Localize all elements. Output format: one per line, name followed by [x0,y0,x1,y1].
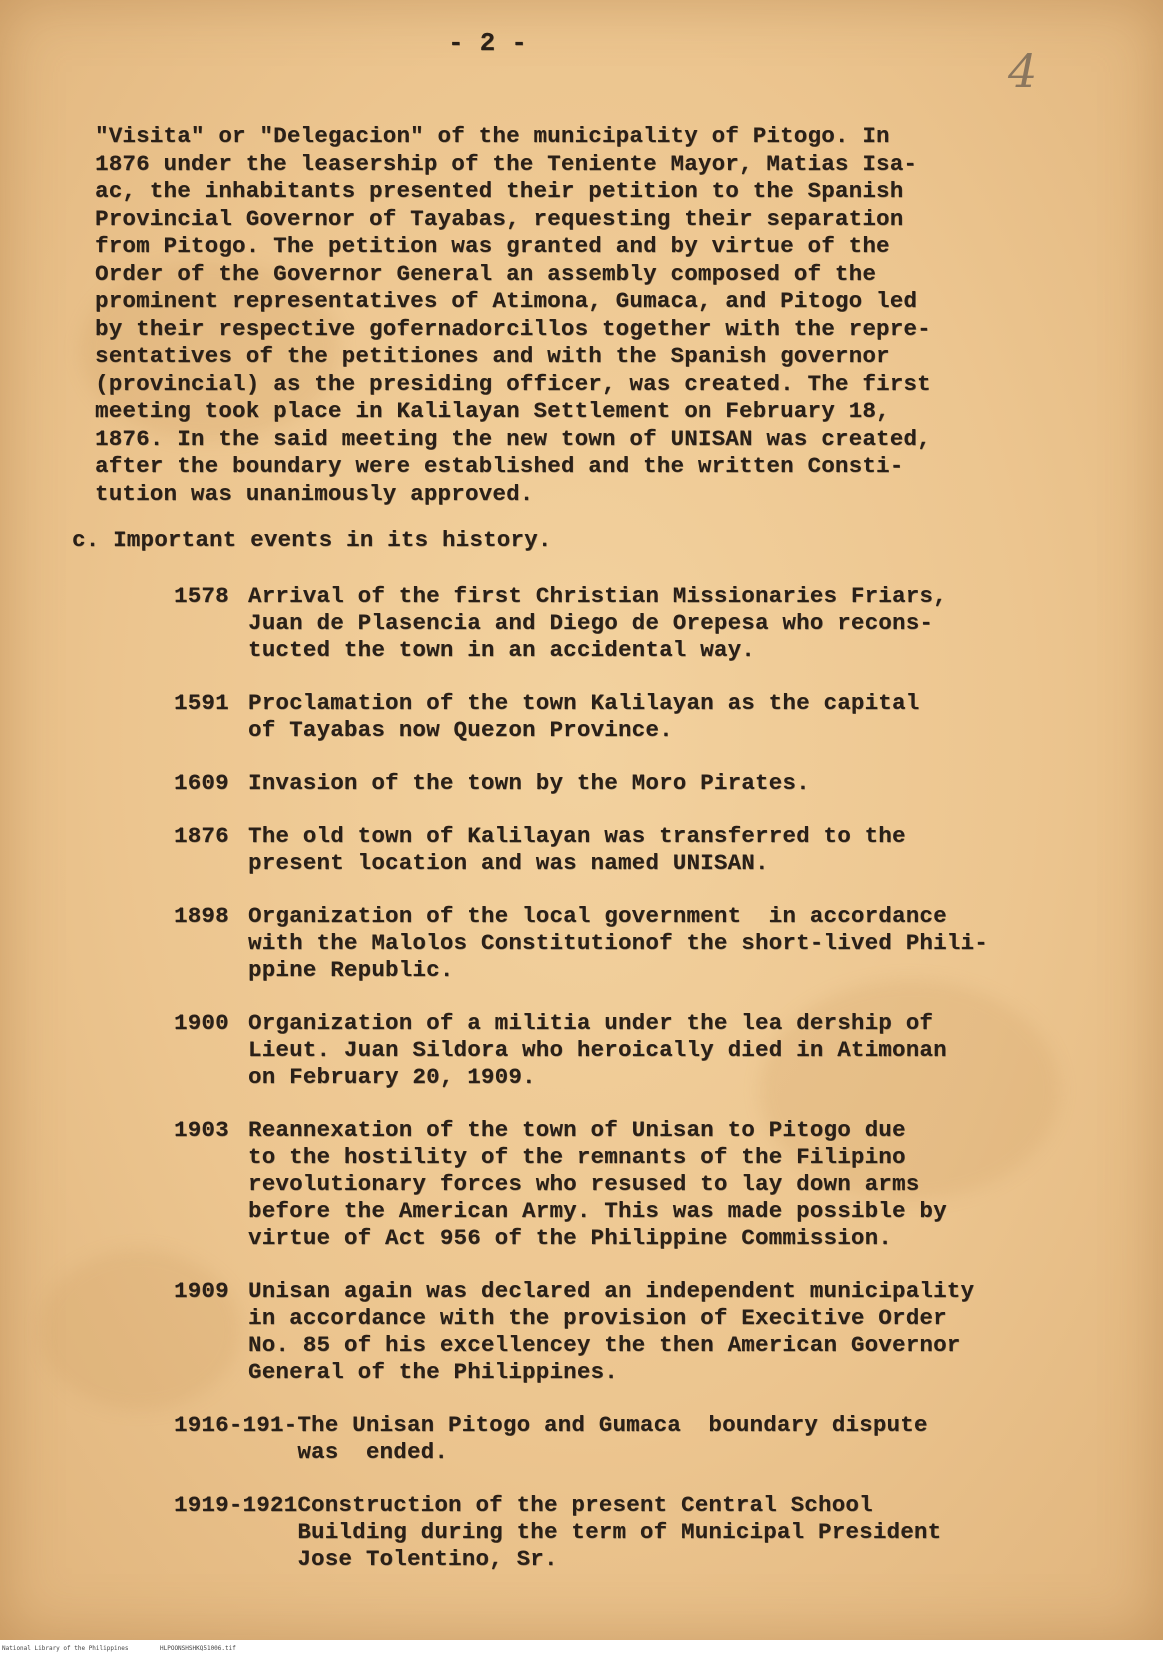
events-list [174,583,988,1599]
handwritten-page-mark: 4 [1008,44,1038,98]
intro-line: sentatives of the petitiones and with the Spanish governor [95,343,890,369]
intro-line: Order of the Governor General an assembly composed of the [95,260,877,287]
footer-source-label: National Library of the Philippines [2,1645,129,1652]
event-description [248,823,906,877]
event-line: revolutionary forces who resused to lay down arms [248,1171,920,1197]
intro-line: Provincial Governor of Tayabas, requesting their separation [95,205,904,232]
intro-paragraph [95,123,931,508]
event-item [174,823,988,877]
event-description [248,903,988,984]
intro-line: (provincial) as the presiding officer, was created. The first [95,370,931,397]
event-description [248,1117,947,1252]
intro-line: 1876. In the said meeting the new town of UNISAN was created, [95,425,931,452]
event-description [248,690,919,744]
event-line: before the American Army. This was made possible by [248,1198,947,1224]
intro-line: ac, the inhabitants presented their petition to the Spanish [95,178,904,204]
event-line: General of the Philippines. [248,1359,618,1385]
event-description [248,770,810,797]
event-year: 1578 [174,583,229,609]
event-item [174,1278,988,1386]
event-item [174,1412,988,1466]
event-year: 1919-1921 [174,1492,298,1518]
event-description [297,1492,941,1573]
event-line: Proclamation of the town Kalilayan as the capital [248,690,920,716]
event-line: on February 20, 1909. [248,1064,536,1090]
event-line: Building during the term of Municipal President [297,1519,942,1545]
event-description [248,583,947,664]
event-line: with the Malolos Constitutionof the short-lived Phili- [248,930,988,956]
event-item [174,1117,988,1252]
intro-line: 1876 under the leasership of the Teniente Mayor, Matias Isa- [95,150,918,177]
event-line: in accordance with the provision of Execitive Order [248,1305,947,1331]
event-line: Arrival of the first Christian Missionaries Friars, [248,583,947,609]
intro-line: prominent representatives of Atimona, Gumaca, and Pitogo led [95,288,918,314]
event-line: present location and was named UNISAN. [248,850,769,876]
event-year: 1898 [174,903,229,929]
event-line: tucted the town in an accidental way. [248,637,755,663]
event-item [174,690,988,744]
event-item [174,1492,988,1573]
event-line: Construction of the present Central School [297,1492,873,1518]
intro-line: tution was unanimously approved. [95,480,534,507]
intro-line: "Visita" or "Delegacion" of the municipality of Pitogo. In [95,123,890,149]
event-line: to the hostility of the remnants of the Filipino [248,1144,906,1170]
event-year: 1909 [174,1278,229,1304]
event-item [174,903,988,984]
event-item [174,1010,988,1091]
page-number: - 2 - [448,28,528,58]
event-item [174,583,988,664]
event-description [248,1278,974,1386]
event-line: Invasion of the town by the Moro Pirates. [248,770,810,796]
intro-line: by their respective gofernadorcillos together with the repre- [95,315,931,342]
event-line: Organization of the local government in accordance [248,903,947,929]
section-heading: c. Important events in its history. [72,527,552,553]
event-line: Unisan again was declared an independent municipality [248,1278,975,1304]
event-line: was ended. [297,1439,449,1465]
event-line: The old town of Kalilayan was transferred to the [248,823,906,849]
event-line: No. 85 of his excellencey the then American Governor [248,1332,961,1358]
event-description [297,1412,927,1466]
event-line: Lieut. Juan Sildora who heroically died in Atimonan [248,1037,947,1063]
event-line: Organization of a militia under the lea dership of [248,1010,934,1036]
event-line: ppine Republic. [248,957,454,983]
event-year: 1609 [174,770,229,796]
event-item [174,770,988,797]
footer-file-name: HLPOONSHSHKQ51006.tif [160,1645,236,1652]
intro-line: after the boundary were established and the written Consti- [95,453,904,479]
event-line: Juan de Plasencia and Diego de Orepesa who recons- [248,610,934,636]
event-line: The Unisan Pitogo and Gumaca boundary dispute [297,1412,928,1438]
event-description [248,1010,947,1091]
event-line: of Tayabas now Quezon Province. [248,717,673,743]
event-year: 1916-191- [174,1412,298,1438]
intro-line: meeting took place in Kalilayan Settlement on February 18, [95,398,890,424]
intro-line: from Pitogo. The petition was granted and by virtue of the [95,233,890,259]
event-year: 1900 [174,1010,229,1036]
event-line: Jose Tolentino, Sr. [297,1546,558,1572]
event-year: 1903 [174,1117,229,1143]
event-year: 1876 [174,823,229,849]
event-year: 1591 [174,690,229,716]
event-line: Reannexation of the town of Unisan to Pitogo due [248,1117,906,1143]
event-line: virtue of Act 956 of the Philippine Commission. [248,1225,893,1251]
